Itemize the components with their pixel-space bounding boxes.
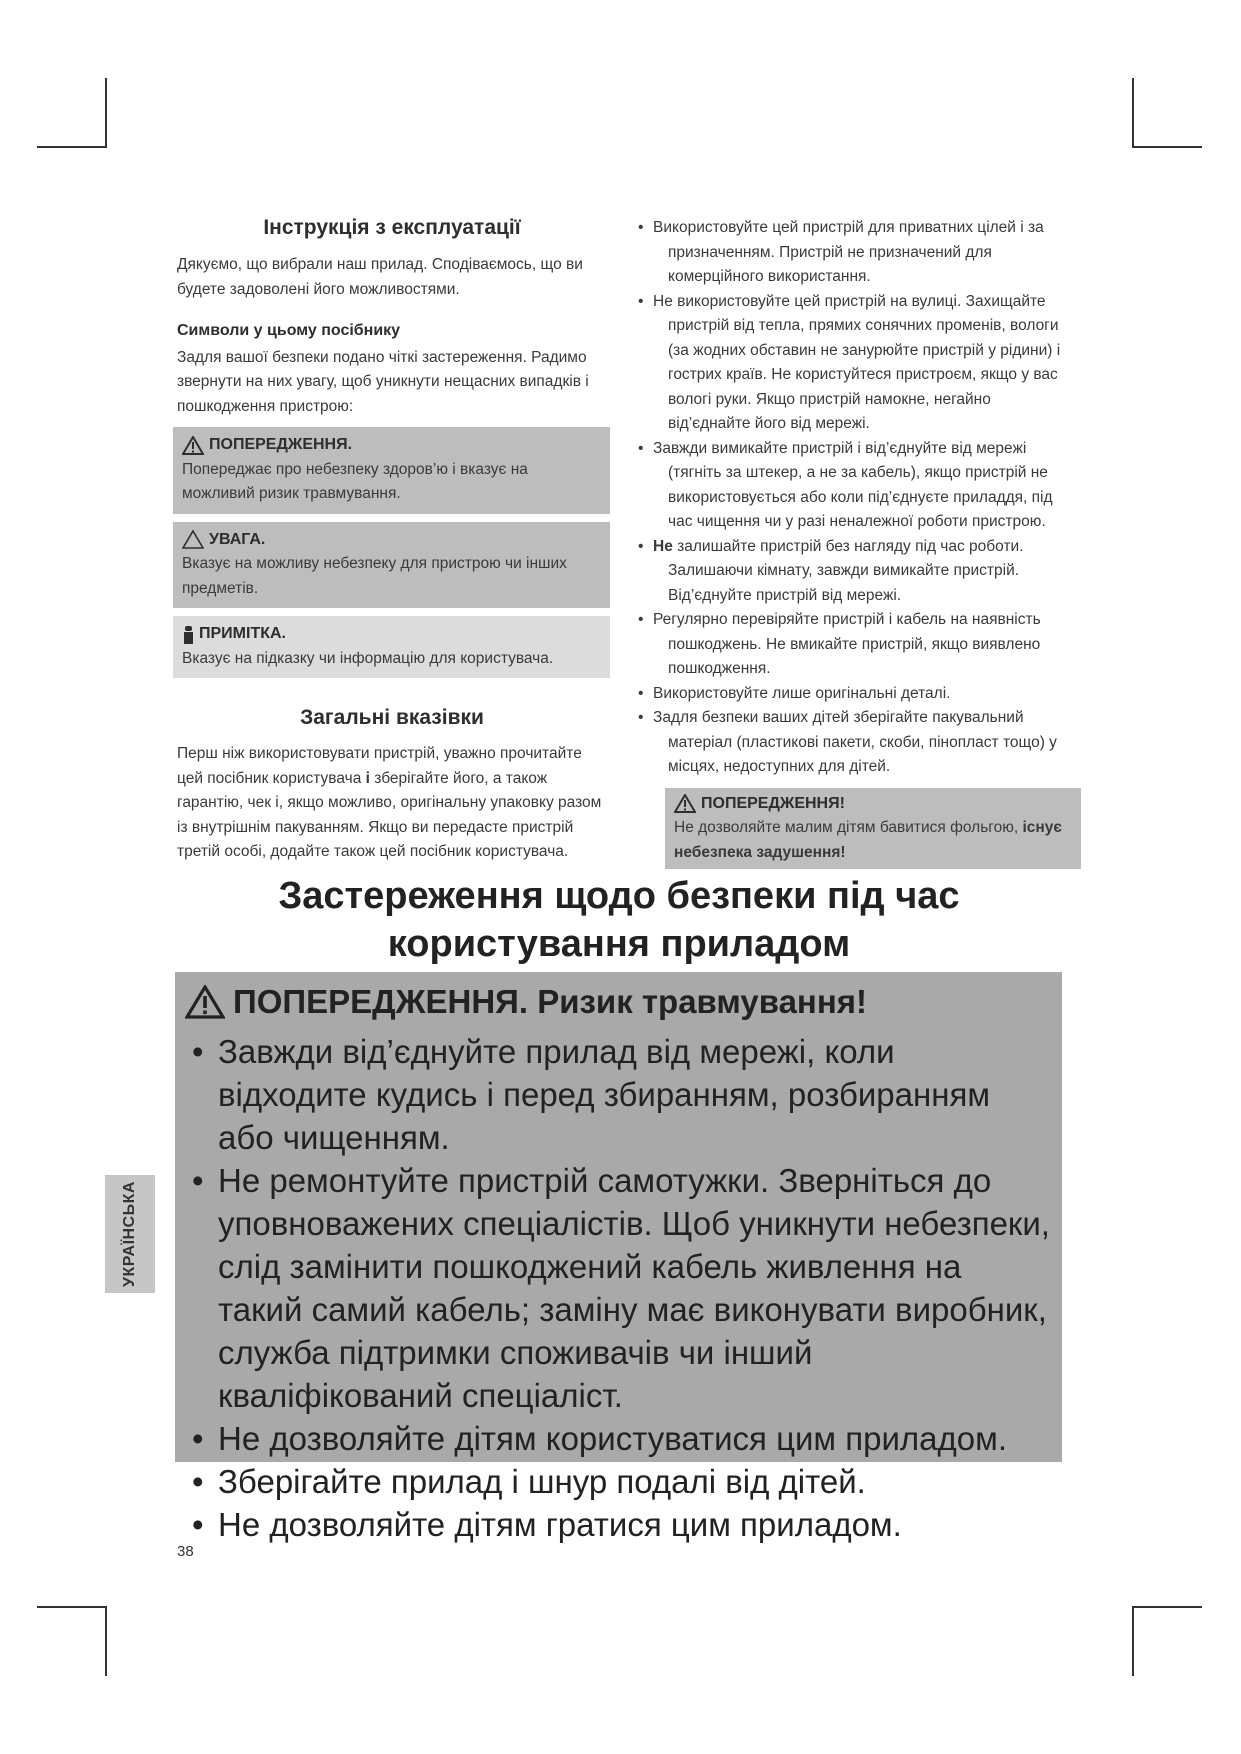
notice-suffocation-warning [665, 788, 1081, 870]
list-item: • Не залишайте пристрій без нагляду під час роботи. Залишаючи кімнату, завжди вимикайте пристрій. Від’єднуйте пристрій від мережі. [638, 535, 1075, 609]
safety-list [638, 216, 1075, 780]
crop-mark-bottom-right-v [1132, 1606, 1134, 1676]
list-item: • Не дозволяйте дітям гратися цим приладом. [185, 1503, 1052, 1546]
list-item: • Завжди від’єднуйте прилад від мережі, коли відходите кудись і перед збиранням, розбиранням або чищенням. [185, 1030, 1052, 1159]
safety-section-title: Застереження щодо безпеки під час користування приладом [278, 875, 960, 965]
caution-triangle-icon [182, 530, 204, 549]
suffocation-warning-heading: ПОПЕРЕДЖЕННЯ! [701, 794, 845, 812]
crop-mark-top-left-v [105, 78, 107, 148]
language-tab [105, 1175, 155, 1293]
list-item: • Не дозволяйте дітям користуватися цим приладом. [185, 1417, 1052, 1460]
notice-caution-heading: УВАГА. [209, 530, 266, 548]
injury-warning-heading: ПОПЕРЕДЖЕННЯ. Ризик травмування! [233, 983, 868, 1020]
notice-info-heading: ПРИМІТКА. [199, 625, 286, 642]
notice-warning-heading: ПОПЕРЕДЖЕННЯ. [209, 436, 353, 453]
list-item: • Зберігайте прилад і шнур подалі від дітей. [185, 1460, 1052, 1503]
injury-warning-box [175, 972, 1062, 1543]
left-column [177, 214, 607, 865]
list-item: • Задля безпеки ваших дітей зберігайте пакувальний матеріал (пластикові пакети, скоби, пінопласт тощо) у місцях, недоступних для дітей. [638, 706, 1075, 780]
manual-title: Інструкція з експлуатації [263, 216, 521, 239]
language-tab-label: УКРАЇНСЬКА [121, 1181, 138, 1287]
list-item: • Використовуйте цей пристрій для приватних цілей і за призначенням. Пристрій не призначений для комерційного використання. [638, 216, 1075, 290]
notice-caution [173, 522, 610, 609]
notice-warning-text: Попереджає про небезпеку здоров’ю і вказує на можливий ризик травмування. [182, 460, 528, 502]
injury-warning-list [185, 1030, 1052, 1546]
notice-info-text: Вказує на підказку чи інформацію для користувача. [182, 649, 554, 667]
crop-mark-bottom-left-v [105, 1606, 107, 1676]
list-item: • Використовуйте лише оригінальні деталі. [638, 682, 1075, 707]
right-column [638, 216, 1075, 869]
general-title: Загальні вказівки [300, 706, 484, 729]
general-text: Перш ніж використовувати пристрій, уважно прочитайте цей посібник користувача і зберігайте його, а також гарантію, чек і, якщо можливо, оригінальну упаковку разом із внутрішнім пакуванням. Якщо ви передасте пристрій третій особі, додайте також цей посібник користувача. [177, 745, 602, 860]
list-item: • Завжди вимикайте пристрій і від’єднуйте від мережі (тягніть за штекер, а не за кабель), якщо пристрій не використовується або коли під’єднуєте приладдя, під час чищення чи у разі неналежної роботи пристрою. [638, 437, 1075, 535]
crop-mark-top-right-h [1132, 146, 1202, 148]
warning-triangle-icon [674, 794, 696, 813]
warning-triangle-icon [182, 436, 204, 455]
symbols-heading: Символи у цьому посібнику [177, 322, 401, 339]
crop-mark-bottom-right-h [1132, 1606, 1202, 1608]
symbols-text: Задля вашої безпеки подано чіткі застереження. Радимо звернути на них увагу, щоб уникнути нещасних випадків і пошкодження пристрою: [177, 348, 589, 415]
crop-mark-top-left-h [37, 146, 107, 148]
list-item: • Не ремонтуйте пристрій самотужки. Зверніться до уповноважених спеціалістів. Щоб уникнути небезпеки, слід замінити пошкоджений кабель живлення на такий самий кабель; заміну має виконувати виробник, служба підтримки споживачів чи інший кваліфікований спеціаліст. [185, 1159, 1052, 1417]
info-icon [182, 625, 194, 644]
crop-mark-top-right-v [1132, 78, 1134, 148]
warning-triangle-icon [185, 985, 225, 1019]
intro-text: Дякуємо, що вибрали наш прилад. Сподіваємось, що ви будете задоволені його можливостями. [177, 256, 583, 298]
list-item: • Не використовуйте цей пристрій на вулиці. Захищайте пристрій від тепла, прямих сонячних променів, вологи (за жодних обставин не занурюйте пристрій у рідини) і гострих країв. Не користуйтеся пристроєм, якщо у вас вологі руки. Якщо пристрій намокне, негайно від’єднайте його від мережі. [638, 290, 1075, 437]
notice-info [173, 616, 610, 678]
notice-caution-text: Вказує на можливу небезпеку для пристрою чи інших предметів. [182, 555, 567, 597]
crop-mark-bottom-left-h [37, 1606, 107, 1608]
notice-warning [173, 427, 610, 514]
suffocation-warning-text: Не дозволяйте малим дітям бавитися фольгою, існує небезпека задушення! [674, 819, 1062, 861]
page-number: 38 [177, 1543, 194, 1560]
list-item: • Регулярно перевіряйте пристрій і кабель на наявність пошкоджень. Не вмикайте пристрій, якщо виявлено пошкодження. [638, 608, 1075, 682]
